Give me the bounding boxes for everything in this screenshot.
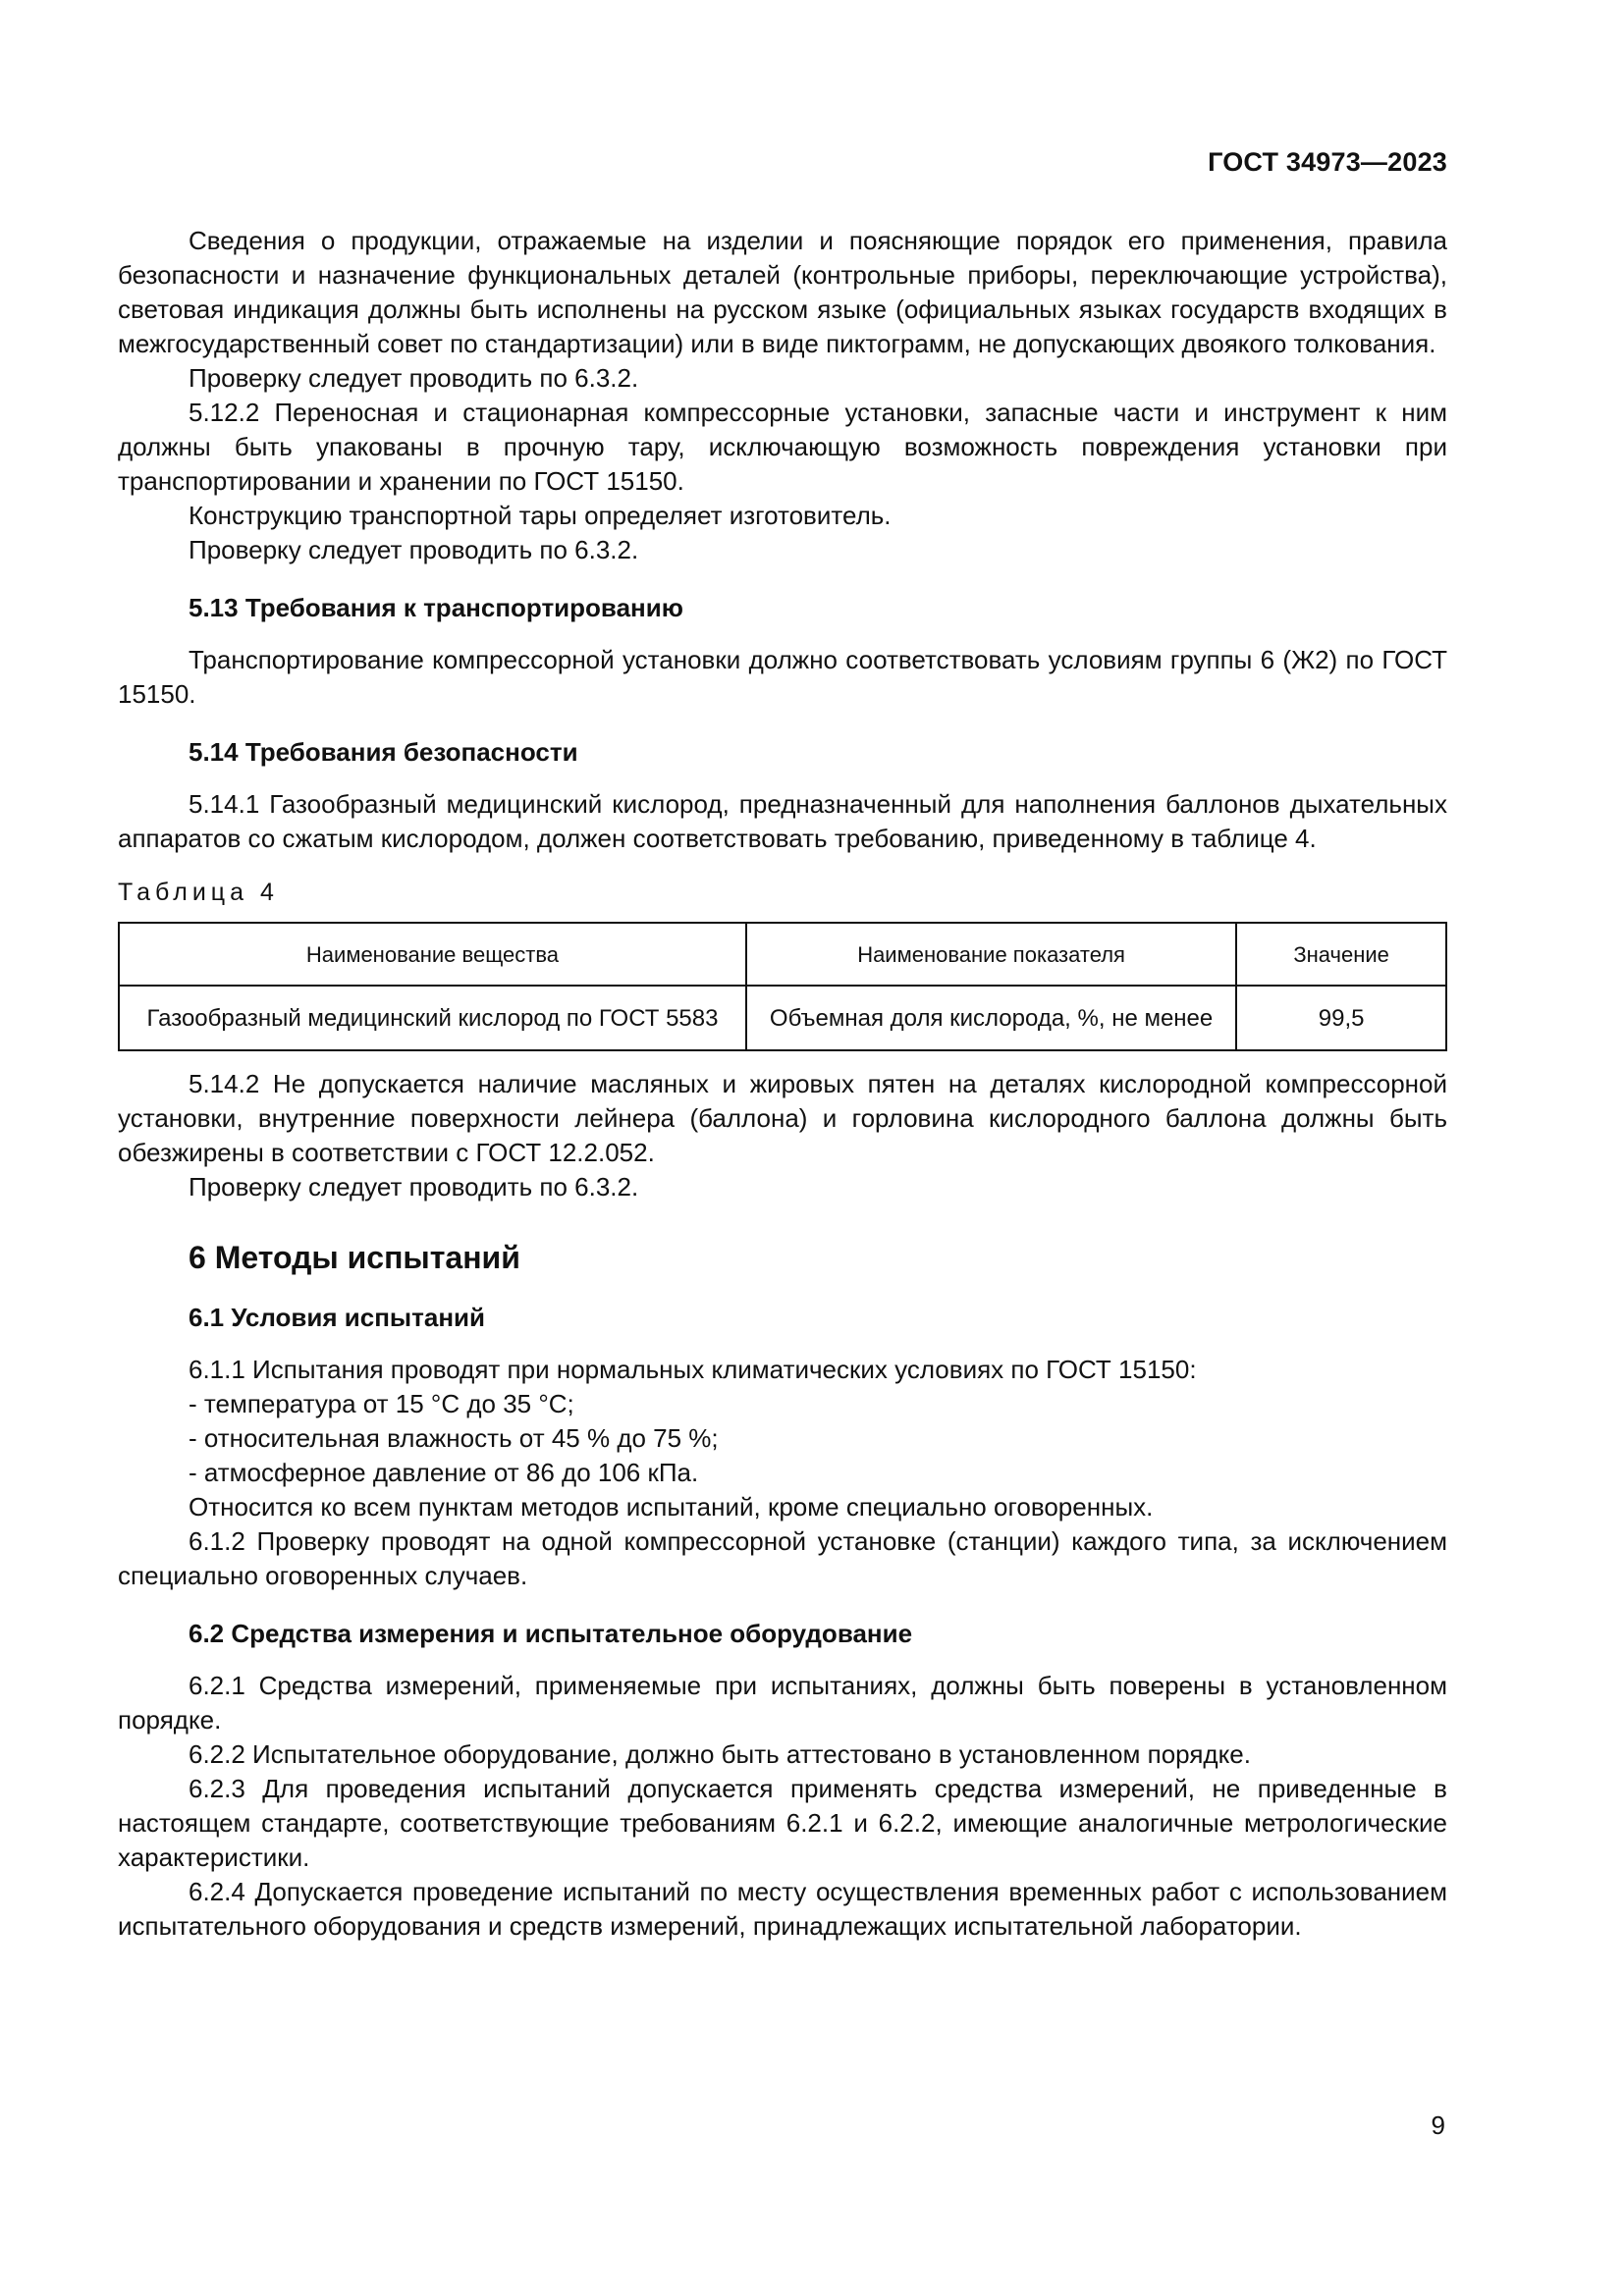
paragraph-6-2-3: 6.2.3 Для проведения испытаний допускается применять средства измерений, не приведенные в настоящем стандарте, соответствующие требованиям 6.2.1 и 6.2.2, имеющие аналогичные метрологические характеристики. [118,1774,1447,1872]
list-item-humidity: - относительная влажность от 45 % до 75 %; [189,1423,719,1453]
paragraph-transport: Транспортирование компрессорной установки должно соответствовать условиям группы 6 (Ж2) по ГОСТ 15150. [118,645,1447,709]
table-caption: Таблица 4 [118,879,279,906]
paragraph-6-1-1: 6.1.1 Испытания проводят при нормальных климатических условиях по ГОСТ 15150: [189,1355,1197,1384]
paragraph-6-2-4: 6.2.4 Допускается проведение испытаний по месту осуществления временных работ с использованием испытательного оборудования и средств измерений, принадлежащих испытательной лаборатории. [118,1877,1447,1941]
heading-6: 6 Методы испытаний [189,1240,520,1275]
paragraph-6-1-2: 6.1.2 Проверку проводят на одной компрессорной установке (станции) каждого типа, за исключением специально оговоренных случаев. [118,1526,1447,1590]
paragraph-product-info: Сведения о продукции, отражаемые на изделии и поясняющие порядок его применения, правила безопасности и назначение функциональных деталей (контрольные приборы, переключающие устройства), световая индикация должны быть исполнены на русском языке (официальных языках государств входящих в межгосударственный совет по стандартизации) или в виде пиктограмм, не допускающих двоякого толкования. [118,226,1447,358]
document-body [118,224,1447,1944]
table-cell-indicator: Объемная доля кислорода, %, не менее [746,986,1236,1050]
table-header-value: Значение [1236,923,1446,986]
document-id-header: ГОСТ 34973—2023 [1208,147,1447,177]
table-header-indicator: Наименование показателя [746,923,1236,986]
paragraph-6-2-2: 6.2.2 Испытательное оборудование, должно быть аттестовано в установленном порядке. [189,1739,1251,1769]
paragraph-5-14-1: 5.14.1 Газообразный медицинский кислород, предназначенный для наполнения баллонов дыхательных аппаратов со сжатым кислородом, должен соответствовать требованию, приведенному в таблице 4. [118,789,1447,853]
list-item-temperature: - температура от 15 °С до 35 °С; [189,1389,574,1418]
paragraph-check: Проверку следует проводить по 6.3.2. [189,535,639,564]
table-cell-value: 99,5 [1236,986,1446,1050]
section-before-table [118,224,1447,856]
table-header-substance: Наименование вещества [119,923,746,986]
table-cell-substance: Газообразный медицинский кислород по ГОСТ 5583 [119,986,746,1050]
heading-6-1: 6.1 Условия испытаний [189,1303,485,1332]
section-after-table [118,1067,1447,1944]
page-number: 9 [1431,2110,1445,2140]
paragraph-5-14-2: 5.14.2 Не допускается наличие масляных и жировых пятен на деталях кислородной компрессорной установки, внутренние поверхности лейнера (баллона) и горловина кислородного баллона должны быть обезжирены в соответствии с ГОСТ 12.2.052. [118,1069,1447,1167]
paragraph-check: Проверку следует проводить по 6.3.2. [189,363,639,393]
heading-5-13: 5.13 Требования к транспортированию [189,593,683,622]
list-item-pressure: - атмосферное давление от 86 до 106 кПа. [189,1458,699,1487]
table-4 [118,922,1447,1051]
table-header-row [119,923,1446,986]
heading-6-2: 6.2 Средства измерения и испытательное оборудование [189,1619,913,1648]
paragraph-applies: Относится ко всем пунктам методов испытаний, кроме специально оговоренных. [189,1492,1154,1522]
paragraph-packaging: Конструкцию транспортной тары определяет изготовитель. [189,501,892,530]
paragraph-check: Проверку следует проводить по 6.3.2. [189,1172,639,1201]
paragraph-6-2-1: 6.2.1 Средства измерений, применяемые при испытаниях, должны быть поверены в установленном порядке. [118,1671,1447,1735]
heading-5-14: 5.14 Требования безопасности [189,737,578,767]
paragraph-5-12-2: 5.12.2 Переносная и стационарная компрессорные установки, запасные части и инструмент к ним должны быть упакованы в прочную тару, исключающую возможность повреждения установки при транспортировании и хранении по ГОСТ 15150. [118,398,1447,496]
table-row [119,986,1446,1050]
